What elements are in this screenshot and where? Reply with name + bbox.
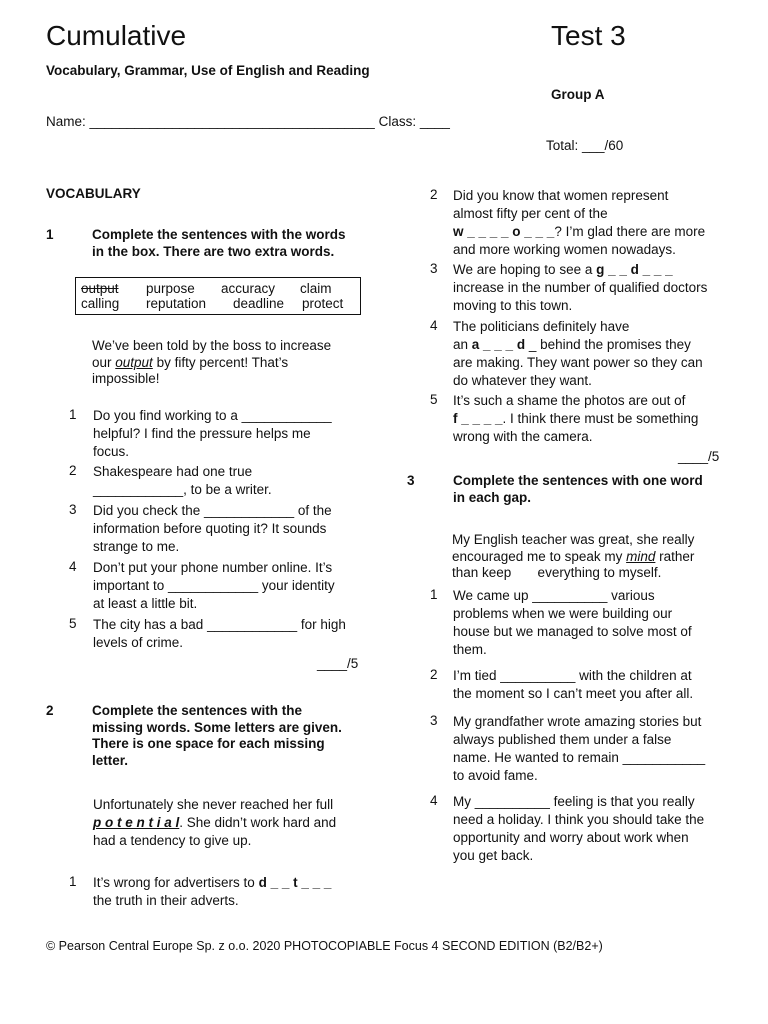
list-item[interactable]: We came up __________ various problems when we were building our house but we managed to solve most of them.: [453, 588, 692, 657]
list-item[interactable]: Did you know that women represent almost fifty per cent of the w _ _ _ _ o _ _ _? I’m glad there are more and more working women nowadays.: [453, 188, 706, 257]
list-item[interactable]: It’s wrong for advertisers to d _ _ t _ _ _ the truth in their adverts.: [93, 875, 332, 908]
item-number: 3: [430, 713, 438, 728]
list-item[interactable]: My grandfather wrote amazing stories but always published them under a false name. He wanted to remain ___________ to avoid fame.: [453, 714, 706, 783]
total-score: Total: ___/60: [546, 138, 624, 153]
word-box-item: calling: [81, 296, 120, 311]
item-number: 5: [430, 392, 438, 407]
word-box-item: reputation: [146, 296, 207, 311]
exercise-number: 2: [46, 703, 54, 718]
item-number: 4: [430, 793, 438, 808]
exercise-instruction: Complete the sentences with the missing words. Some letters are given. There is one space for each missing letter.: [92, 703, 342, 768]
item-number: 4: [430, 318, 438, 333]
word-box-item: output: [81, 281, 119, 296]
test-number: Test 3: [551, 20, 626, 51]
item-number: 1: [430, 587, 438, 602]
list-item[interactable]: Don’t put your phone number online. It’s important to ____________ your identity at least a little bit.: [93, 560, 335, 611]
item-number: 1: [69, 407, 77, 422]
word-box: [75, 277, 361, 315]
list-item[interactable]: It’s such a shame the photos are out of f _ _ _ _. I think there must be something wrong with the camera.: [453, 393, 699, 444]
score-box: ____/5: [317, 656, 359, 671]
item-number: 4: [69, 559, 77, 574]
word-box-item: purpose: [146, 281, 195, 296]
group-label: Group A: [551, 87, 605, 102]
exercise-number: 3: [407, 473, 415, 488]
exercise-instruction: Complete the sentences with one word in each gap.: [453, 473, 703, 505]
exercise-number: 1: [46, 227, 54, 242]
list-item[interactable]: Did you check the ____________ of the information before quoting it? It sounds strange to me.: [93, 503, 332, 554]
list-item[interactable]: I’m tied __________ with the children at the moment so I can’t meet you after all.: [453, 668, 694, 701]
example-sentence: We’ve been told by the boss to increase our output by fifty percent! That’s impossible!: [92, 338, 332, 386]
footer-copyright: © Pearson Central Europe Sp. z o.o. 2020 PHOTOCOPIABLE Focus 4 SECOND EDITION (B2/B2+): [46, 939, 603, 953]
word-box-item: claim: [300, 281, 332, 296]
word-box-item: protect: [302, 296, 344, 311]
list-item[interactable]: My __________ feeling is that you really need a holiday. I think you should take the opportunity and worry about work when you get back.: [453, 794, 705, 863]
word-box-item: accuracy: [221, 281, 276, 296]
item-number: 5: [69, 616, 77, 631]
item-number: 2: [69, 463, 77, 478]
item-number: 3: [69, 502, 77, 517]
item-number: 1: [69, 874, 77, 889]
list-item[interactable]: The politicians definitely have an a _ _ _ d _ behind the promises they are making. They want power so they can do whatever they want.: [453, 319, 703, 388]
section-heading: VOCABULARY: [46, 186, 141, 201]
name-class-line[interactable]: Name: ______________________________________ Class: ____: [46, 114, 450, 129]
list-item[interactable]: We are hoping to see a g _ _ d _ _ _ increase in the number of qualified doctors moving to this town.: [453, 262, 708, 313]
example-sentence: My English teacher was great, she really encouraged me to speak my mind rather than keep everything to myself.: [452, 532, 695, 580]
word-box-item: deadline: [233, 296, 285, 311]
item-number: 2: [430, 187, 438, 202]
list-item[interactable]: The city has a bad ____________ for high levels of crime.: [93, 617, 346, 650]
list-item[interactable]: Do you find working to a ____________ helpful? I find the pressure helps me focus.: [93, 408, 332, 459]
item-number: 2: [430, 667, 438, 682]
example-sentence: Unfortunately she never reached her full p o t e n t i a l. She didn’t work hard and had a tendency to give up.: [93, 797, 337, 848]
subtitle: Vocabulary, Grammar, Use of English and Reading: [46, 63, 370, 78]
score-box: ____/5: [678, 449, 720, 464]
list-item[interactable]: Shakespeare had one true ____________, to be a writer.: [93, 464, 272, 497]
page-title: Cumulative: [46, 20, 187, 51]
item-number: 3: [430, 261, 438, 276]
exercise-instruction: Complete the sentences with the words in the box. There are two extra words.: [92, 227, 346, 259]
